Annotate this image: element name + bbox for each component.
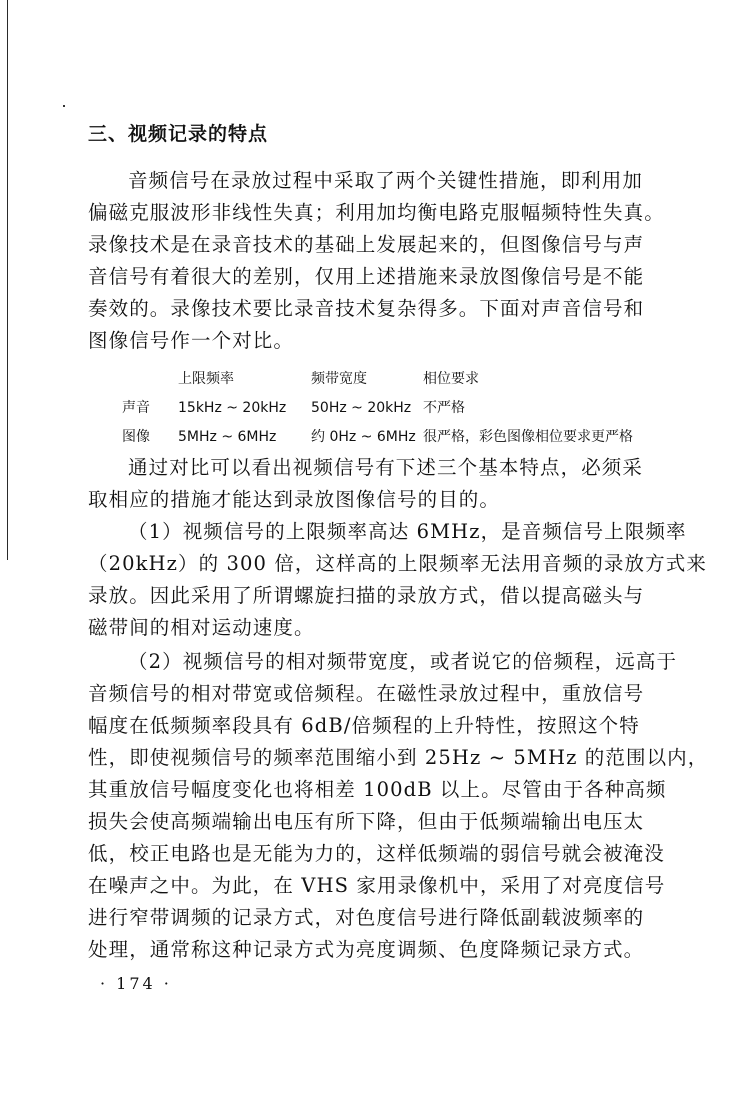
cell-upper-frequency: 5MHz ~ 6MHz xyxy=(178,429,277,445)
header-phase-requirement: 相位要求 xyxy=(423,371,479,387)
text-line: 进行窄带调频的记录方式，对色度信号进行降低副载波频率的 xyxy=(88,906,645,929)
row-label: 声音 xyxy=(122,400,150,416)
text-line: 奏效的。录像技术要比录音技术复杂得多。下面对声音信号和 xyxy=(88,297,645,320)
cell-upper-frequency: 15kHz ~ 20kHz xyxy=(178,400,287,416)
page-edge-line xyxy=(7,0,8,560)
text-line: 偏磁克服波形非线性失真；利用加均衡电路克服幅频特性失真。 xyxy=(88,201,665,224)
text-line: （1）视频信号的上限频率高达 6MHz，是音频信号上限频率 xyxy=(128,520,687,543)
text-line: 音频信号在录放过程中采取了两个关键性措施，即利用加 xyxy=(128,169,644,192)
text-line: 性，即使视频信号的频率范围缩小到 25Hz ~ 5MHz 的范围以内， xyxy=(88,746,709,769)
text-line: 录放。因此采用了所谓螺旋扫描的录放方式，借以提高磁头与 xyxy=(88,584,645,607)
text-line: 音频信号的相对带宽或倍频程。在磁性录放过程中，重放信号 xyxy=(88,682,645,705)
text-line: 通过对比可以看出视频信号有下述三个基本特点，必须采 xyxy=(128,456,644,479)
page-number: · 174 · xyxy=(100,974,172,993)
cell-phase-requirement: 很严格，彩色图像相位要求更严格 xyxy=(423,429,633,445)
cell-bandwidth: 50Hz ~ 20kHz xyxy=(311,400,412,416)
text-line: 图像信号作一个对比。 xyxy=(88,329,295,352)
intro-paragraph xyxy=(88,165,668,357)
header-bandwidth: 频带宽度 xyxy=(311,371,367,387)
text-line: 录像技术是在录音技术的基础上发展起来的，但图像信号与声 xyxy=(88,233,645,256)
cell-phase-requirement: 不严格 xyxy=(423,400,465,416)
row-label: 图像 xyxy=(122,429,150,445)
header-upper-frequency: 上限频率 xyxy=(178,371,234,387)
section-heading: 三、视频记录的特点 xyxy=(88,123,269,145)
point-2-paragraph xyxy=(88,646,709,966)
scan-speck xyxy=(63,105,65,107)
conclusion-paragraph xyxy=(88,452,668,516)
text-line: 损失会使高频端输出电压有所下降，但由于低频端输出电压太 xyxy=(88,810,645,833)
text-line: 处理，通常称这种记录方式为亮度调频、色度降频记录方式。 xyxy=(88,938,645,961)
cell-bandwidth: 约 0Hz ~ 6MHz xyxy=(311,429,416,445)
text-line: （2）视频信号的相对频带宽度，或者说它的倍频程，远高于 xyxy=(128,650,678,673)
text-line: （20kHz）的 300 倍，这样高的上限频率无法用音频的录放方式来 xyxy=(88,552,707,575)
text-line: 取相应的措施才能达到录放图像信号的目的。 xyxy=(88,488,501,511)
point-1-paragraph xyxy=(88,516,707,644)
text-line: 其重放信号幅度变化也将相差 100dB 以上。尽管由于各种高频 xyxy=(88,778,667,801)
text-line: 音信号有着很大的差别，仅用上述措施来录放图像信号是不能 xyxy=(88,265,645,288)
text-line: 磁带间的相对运动速度。 xyxy=(88,616,315,639)
text-line: 幅度在低频频率段具有 6dB/倍频程的上升特性，按照这个特 xyxy=(88,714,640,737)
text-line: 低，校正电路也是无能为力的，这样低频端的弱信号就会被淹没 xyxy=(88,842,665,865)
text-line: 在噪声之中。为此，在 VHS 家用录像机中，采用了对亮度信号 xyxy=(88,874,666,897)
